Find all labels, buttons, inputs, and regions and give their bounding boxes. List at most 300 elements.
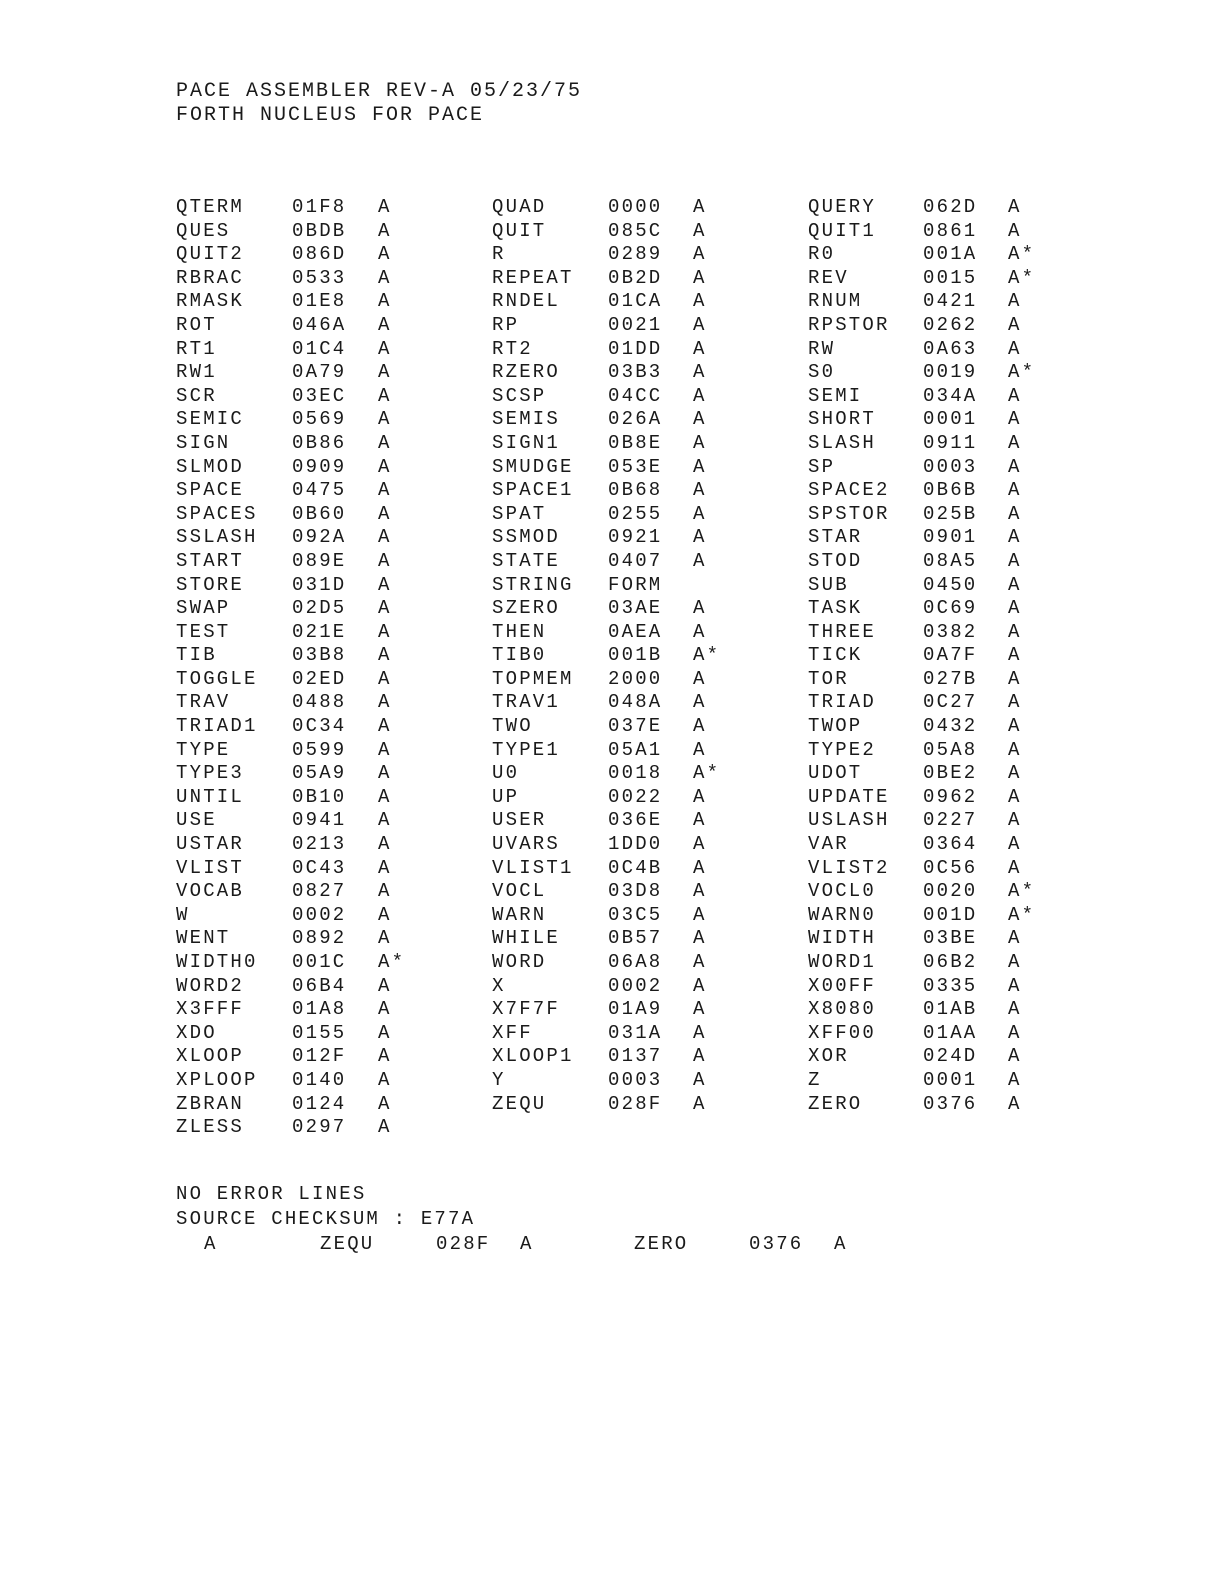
symbol-address: 02D5 (292, 597, 347, 620)
symbol-address: 0827 (292, 880, 347, 903)
symbol-name: RW (808, 337, 836, 360)
symbol-name: VLIST (176, 856, 245, 879)
symbol-row (176, 385, 1076, 409)
symbol-row (176, 927, 1076, 951)
symbol-address: 01CA (608, 290, 663, 313)
symbol-type: A (1008, 856, 1022, 879)
symbol-name: TYPE1 (492, 738, 561, 761)
symbol-name: WARN (492, 903, 547, 926)
symbol-row (176, 574, 1076, 598)
symbol-address: 0C34 (292, 715, 347, 738)
symbol-address: 0155 (292, 1021, 347, 1044)
symbol-type: A (693, 1021, 707, 1044)
symbol-name: USTAR (176, 833, 245, 856)
symbol-row (176, 1069, 1076, 1093)
symbol-type: A (693, 337, 707, 360)
symbol-name: SSLASH (176, 526, 258, 549)
symbol-address: 0421 (923, 290, 978, 313)
symbol-type: A (1008, 431, 1022, 454)
symbol-name: X7F7F (492, 998, 561, 1021)
symbol-type: A (693, 809, 707, 832)
symbol-address: 027B (923, 667, 978, 690)
symbol-address: 025B (923, 502, 978, 525)
listing-header (176, 80, 582, 128)
symbol-name: Y (492, 1068, 506, 1091)
symbol-address: 026A (608, 408, 663, 431)
symbol-name: TASK (808, 597, 863, 620)
symbol-type: A (693, 243, 707, 266)
symbol-address: 0C56 (923, 856, 978, 879)
symbol-name: REV (808, 266, 849, 289)
symbol-address: 2000 (608, 667, 663, 690)
symbol-address: 0BDB (292, 219, 347, 242)
symbol-name: REPEAT (492, 266, 574, 289)
symbol-address: 0B10 (292, 785, 347, 808)
symbol-name: THEN (492, 620, 547, 643)
symbol-address: 0003 (608, 1068, 663, 1091)
symbol-row (176, 1022, 1076, 1046)
symbol-address: 1DD0 (608, 833, 663, 856)
symbol-address: 062D (923, 196, 978, 218)
symbol-type: A (378, 408, 392, 431)
symbol-type: A (693, 597, 707, 620)
symbol-type: A (378, 927, 392, 950)
symbol-type: A (1008, 502, 1022, 525)
symbol-address: 0C69 (923, 597, 978, 620)
symbol-row (176, 597, 1076, 621)
symbol-address: 085C (608, 219, 663, 242)
symbol-name: QUIT2 (176, 243, 245, 266)
trailer-symbol-address: 028F (436, 1233, 491, 1255)
symbol-name: USER (492, 809, 547, 832)
symbol-address: 0488 (292, 691, 347, 714)
symbol-name: SCR (176, 384, 217, 407)
symbol-address: 0001 (923, 1068, 978, 1091)
symbol-type: A (378, 762, 392, 785)
symbol-name: ZERO (808, 1092, 863, 1115)
symbol-name: SP (808, 455, 836, 478)
symbol-address: 02ED (292, 667, 347, 690)
symbol-type: A (378, 667, 392, 690)
symbol-type: A (693, 408, 707, 431)
symbol-type: A (1008, 1021, 1022, 1044)
trailer-symbol-name: ZERO (634, 1233, 689, 1255)
symbol-row (176, 1093, 1076, 1117)
symbol-address: 03B3 (608, 361, 663, 384)
symbol-name: TYPE (176, 738, 231, 761)
symbol-name: XFF00 (808, 1021, 877, 1044)
symbol-address: 0921 (608, 526, 663, 549)
symbol-name: UP (492, 785, 520, 808)
symbol-address: 08A5 (923, 549, 978, 572)
symbol-name: TRIAD (808, 691, 877, 714)
symbol-type: A (378, 903, 392, 926)
symbol-address: 0364 (923, 833, 978, 856)
trailer-type: A (834, 1233, 848, 1255)
symbol-type: A (378, 219, 392, 242)
symbol-type: A (693, 549, 707, 572)
symbol-address: 0B57 (608, 927, 663, 950)
symbol-type: A (693, 479, 707, 502)
symbol-name: SWAP (176, 597, 231, 620)
symbol-type: A (1008, 809, 1022, 832)
symbol-name: VAR (808, 833, 849, 856)
symbol-type: A (1008, 313, 1022, 336)
symbol-type: A (378, 1045, 392, 1068)
symbol-type: A (1008, 408, 1022, 431)
symbol-address: 048A (608, 691, 663, 714)
symbol-type: A (693, 927, 707, 950)
symbol-address: 086D (292, 243, 347, 266)
symbol-name: WORD2 (176, 974, 245, 997)
symbol-address: 0BE2 (923, 762, 978, 785)
symbol-name: X3FFF (176, 998, 245, 1021)
symbol-name: XPLOOP (176, 1068, 258, 1091)
symbol-name: R (492, 243, 506, 266)
symbol-name: X00FF (808, 974, 877, 997)
symbol-address: 0B68 (608, 479, 663, 502)
symbol-name: SEMI (808, 384, 863, 407)
symbol-address: 0861 (923, 219, 978, 242)
symbol-name: SMUDGE (492, 455, 574, 478)
symbol-type: A (1008, 951, 1022, 973)
symbol-address: 0018 (608, 762, 663, 785)
trailer-type: A (520, 1233, 534, 1255)
symbol-name: R0 (808, 243, 836, 266)
symbol-type: A (1008, 455, 1022, 478)
symbol-name: W (176, 903, 190, 926)
symbol-name: VLIST1 (492, 856, 574, 879)
symbol-name: Z (808, 1068, 822, 1091)
symbol-name: RT1 (176, 337, 217, 360)
symbol-name: VOCL (492, 880, 547, 903)
symbol-row (176, 196, 1076, 220)
symbol-row (176, 408, 1076, 432)
symbol-type: A (693, 667, 707, 690)
symbol-type: A (378, 573, 392, 596)
symbol-row (176, 1116, 1076, 1140)
symbol-type: A (378, 479, 392, 502)
symbol-type: A (1008, 762, 1022, 785)
symbol-row (176, 1045, 1076, 1069)
symbol-address: 01AB (923, 998, 978, 1021)
symbol-type: A (378, 856, 392, 879)
symbol-type: A (693, 502, 707, 525)
trailer-symbol-address: 0376 (749, 1233, 804, 1255)
symbol-name: TRAV1 (492, 691, 561, 714)
symbol-name: QUIT (492, 219, 547, 242)
symbol-name: TOPMEM (492, 667, 574, 690)
symbol-row (176, 786, 1076, 810)
symbol-type: A (378, 644, 392, 667)
symbol-type: A (693, 691, 707, 714)
symbol-row (176, 456, 1076, 480)
symbol-name: ZLESS (176, 1116, 245, 1139)
symbol-name: RP (492, 313, 520, 336)
symbol-name: VOCL0 (808, 880, 877, 903)
symbol-name: START (176, 549, 245, 572)
symbol-name: TRIAD1 (176, 715, 258, 738)
symbol-type: A (378, 431, 392, 454)
symbol-address: 04CC (608, 384, 663, 407)
symbol-address: 03AE (608, 597, 663, 620)
symbol-address: 0335 (923, 974, 978, 997)
symbol-address: 028F (608, 1092, 663, 1115)
symbol-type: A (693, 361, 707, 384)
symbol-type: A* (1008, 266, 1036, 289)
symbol-address: 021E (292, 620, 347, 643)
symbol-name: SHORT (808, 408, 877, 431)
symbol-name: XLOOP (176, 1045, 245, 1068)
symbol-type: A (1008, 337, 1022, 360)
symbol-address: 0262 (923, 313, 978, 336)
symbol-type: A* (693, 762, 721, 785)
symbol-name: SEMIS (492, 408, 561, 431)
symbol-name: WORD1 (808, 951, 877, 973)
symbol-type: A (378, 266, 392, 289)
listing-footer (176, 1182, 848, 1257)
symbol-name: RT2 (492, 337, 533, 360)
symbol-address: 0289 (608, 243, 663, 266)
trailer-type: A (204, 1233, 218, 1255)
symbol-name: WENT (176, 927, 231, 950)
symbol-row (176, 314, 1076, 338)
symbol-type: A (1008, 974, 1022, 997)
symbol-address: 05A8 (923, 738, 978, 761)
symbol-type: A (1008, 219, 1022, 242)
symbol-name: X (492, 974, 506, 997)
symbol-name: RBRAC (176, 266, 245, 289)
symbol-type: A (1008, 479, 1022, 502)
symbol-address: 0140 (292, 1068, 347, 1091)
symbol-name: THREE (808, 620, 877, 643)
symbol-type: A (378, 620, 392, 643)
symbol-row (176, 550, 1076, 574)
symbol-address: 0022 (608, 785, 663, 808)
symbol-address: 001C (292, 951, 347, 973)
symbol-name: SLASH (808, 431, 877, 454)
symbol-type: A (378, 243, 392, 266)
symbol-address: 0901 (923, 526, 978, 549)
symbol-name: QTERM (176, 196, 245, 218)
symbol-address: 0020 (923, 880, 978, 903)
symbol-type: A (378, 549, 392, 572)
symbol-address: 0019 (923, 361, 978, 384)
symbol-name: U0 (492, 762, 520, 785)
symbol-address: 06B4 (292, 974, 347, 997)
symbol-name: UNTIL (176, 785, 245, 808)
symbol-type: A (378, 1092, 392, 1115)
symbol-type: A (693, 290, 707, 313)
symbol-name: STRING (492, 573, 574, 596)
trailer-symbol-name: ZEQU (320, 1233, 375, 1255)
symbol-type: A (378, 1068, 392, 1091)
symbol-address: 01A8 (292, 998, 347, 1021)
symbol-type: A (378, 313, 392, 336)
symbol-type: A (1008, 620, 1022, 643)
symbol-name: ZEQU (492, 1092, 547, 1115)
program-title: FORTH NUCLEUS FOR PACE (176, 104, 485, 127)
symbol-address: 024D (923, 1045, 978, 1068)
symbol-name: TWO (492, 715, 533, 738)
symbol-address: 0B6B (923, 479, 978, 502)
symbol-row (176, 220, 1076, 244)
symbol-name: TYPE2 (808, 738, 877, 761)
symbol-address: 0382 (923, 620, 978, 643)
symbol-type: A (693, 903, 707, 926)
symbol-name: ZBRAN (176, 1092, 245, 1115)
symbol-type: A* (693, 644, 721, 667)
symbol-address: 034A (923, 384, 978, 407)
symbol-type: A (378, 455, 392, 478)
symbol-type: A (693, 856, 707, 879)
symbol-address: 0B2D (608, 266, 663, 289)
symbol-type: A (1008, 1068, 1022, 1091)
symbol-row (176, 951, 1076, 975)
symbol-type: A (378, 502, 392, 525)
symbol-address: 012F (292, 1045, 347, 1068)
symbol-address: 0432 (923, 715, 978, 738)
symbol-name: USLASH (808, 809, 890, 832)
symbol-name: SEMIC (176, 408, 245, 431)
symbol-type: A (693, 1092, 707, 1115)
symbol-row (176, 479, 1076, 503)
symbol-type: A (378, 337, 392, 360)
symbol-row (176, 715, 1076, 739)
symbol-type: A (378, 998, 392, 1021)
symbol-address: 0B60 (292, 502, 347, 525)
symbol-address: 089E (292, 549, 347, 572)
symbol-address: 05A1 (608, 738, 663, 761)
symbol-type: A (693, 266, 707, 289)
symbol-address: 01E8 (292, 290, 347, 313)
symbol-type: A (378, 384, 392, 407)
symbol-address: 0450 (923, 573, 978, 596)
symbol-type: A (1008, 644, 1022, 667)
symbol-type: A* (1008, 243, 1036, 266)
symbol-type: A (693, 738, 707, 761)
symbol-type: A (1008, 785, 1022, 808)
symbol-type: A (378, 785, 392, 808)
symbol-table (176, 196, 1076, 1140)
symbol-address: 0002 (608, 974, 663, 997)
symbol-name: USE (176, 809, 217, 832)
symbol-name: UDOT (808, 762, 863, 785)
symbol-address: 0227 (923, 809, 978, 832)
symbol-row (176, 691, 1076, 715)
symbol-type: A* (1008, 903, 1036, 926)
symbol-type: A* (1008, 880, 1036, 903)
symbol-name: SSMOD (492, 526, 561, 549)
symbol-row (176, 361, 1076, 385)
symbol-name: RZERO (492, 361, 561, 384)
symbol-address: 0B8E (608, 431, 663, 454)
symbol-type: A (1008, 384, 1022, 407)
symbol-address: 0909 (292, 455, 347, 478)
symbol-name: TEST (176, 620, 231, 643)
symbol-address: 037E (608, 715, 663, 738)
symbol-type: A (378, 715, 392, 738)
symbol-type: A (378, 597, 392, 620)
symbol-address: 0255 (608, 502, 663, 525)
symbol-address: 0407 (608, 549, 663, 572)
symbol-name: ROT (176, 313, 217, 336)
symbol-name: TOGGLE (176, 667, 258, 690)
symbol-row (176, 644, 1076, 668)
assembler-title: PACE ASSEMBLER REV-A 05/23/75 (176, 80, 583, 103)
symbol-name: UPDATE (808, 785, 890, 808)
symbol-address: 03BE (923, 927, 978, 950)
error-summary: NO ERROR LINES (176, 1183, 367, 1205)
symbol-name: RNDEL (492, 290, 561, 313)
symbol-name: XOR (808, 1045, 849, 1068)
symbol-name: SPAT (492, 502, 547, 525)
symbol-name: X8080 (808, 998, 877, 1021)
symbol-type: A (1008, 290, 1022, 313)
symbol-address: 0533 (292, 266, 347, 289)
symbol-type: A (378, 1116, 392, 1139)
symbol-address: 001B (608, 644, 663, 667)
symbol-type: A (378, 196, 392, 218)
symbol-address: 01C4 (292, 337, 347, 360)
symbol-address: 046A (292, 313, 347, 336)
symbol-name: SPACES (176, 502, 258, 525)
symbol-type: A (693, 219, 707, 242)
symbol-address: 03B8 (292, 644, 347, 667)
symbol-name: XDO (176, 1021, 217, 1044)
symbol-address: 0021 (608, 313, 663, 336)
symbol-address: 03D8 (608, 880, 663, 903)
symbol-name: WIDTH (808, 927, 877, 950)
symbol-address: 0B86 (292, 431, 347, 454)
symbol-address: 0599 (292, 738, 347, 761)
symbol-type: A (693, 431, 707, 454)
symbol-type: A (693, 998, 707, 1021)
symbol-row (176, 880, 1076, 904)
symbol-address: 031A (608, 1021, 663, 1044)
symbol-address: 0C27 (923, 691, 978, 714)
symbol-name: QUIT1 (808, 219, 877, 242)
symbol-type: A (1008, 597, 1022, 620)
symbol-type: A (693, 951, 707, 973)
symbol-name: RMASK (176, 290, 245, 313)
symbol-row (176, 432, 1076, 456)
symbol-name: RPSTOR (808, 313, 890, 336)
symbol-type: A (1008, 833, 1022, 856)
symbol-address: 01DD (608, 337, 663, 360)
symbol-row (176, 975, 1076, 999)
symbol-name: S0 (808, 361, 836, 384)
symbol-address: 0124 (292, 1092, 347, 1115)
symbol-row (176, 267, 1076, 291)
symbol-type: A (378, 738, 392, 761)
symbol-name: WIDTH0 (176, 951, 258, 973)
symbol-type: A (1008, 667, 1022, 690)
symbol-row (176, 762, 1076, 786)
symbol-type: A (1008, 573, 1022, 596)
symbol-address: 092A (292, 526, 347, 549)
symbol-name: STAR (808, 526, 863, 549)
symbol-type: A (1008, 998, 1022, 1021)
symbol-name: VOCAB (176, 880, 245, 903)
symbol-row (176, 833, 1076, 857)
symbol-address: 0AEA (608, 620, 663, 643)
symbol-type: A (693, 1068, 707, 1091)
symbol-type: A (378, 974, 392, 997)
symbol-name: XLOOP1 (492, 1045, 574, 1068)
symbol-address: 031D (292, 573, 347, 596)
symbol-address: 0137 (608, 1045, 663, 1068)
